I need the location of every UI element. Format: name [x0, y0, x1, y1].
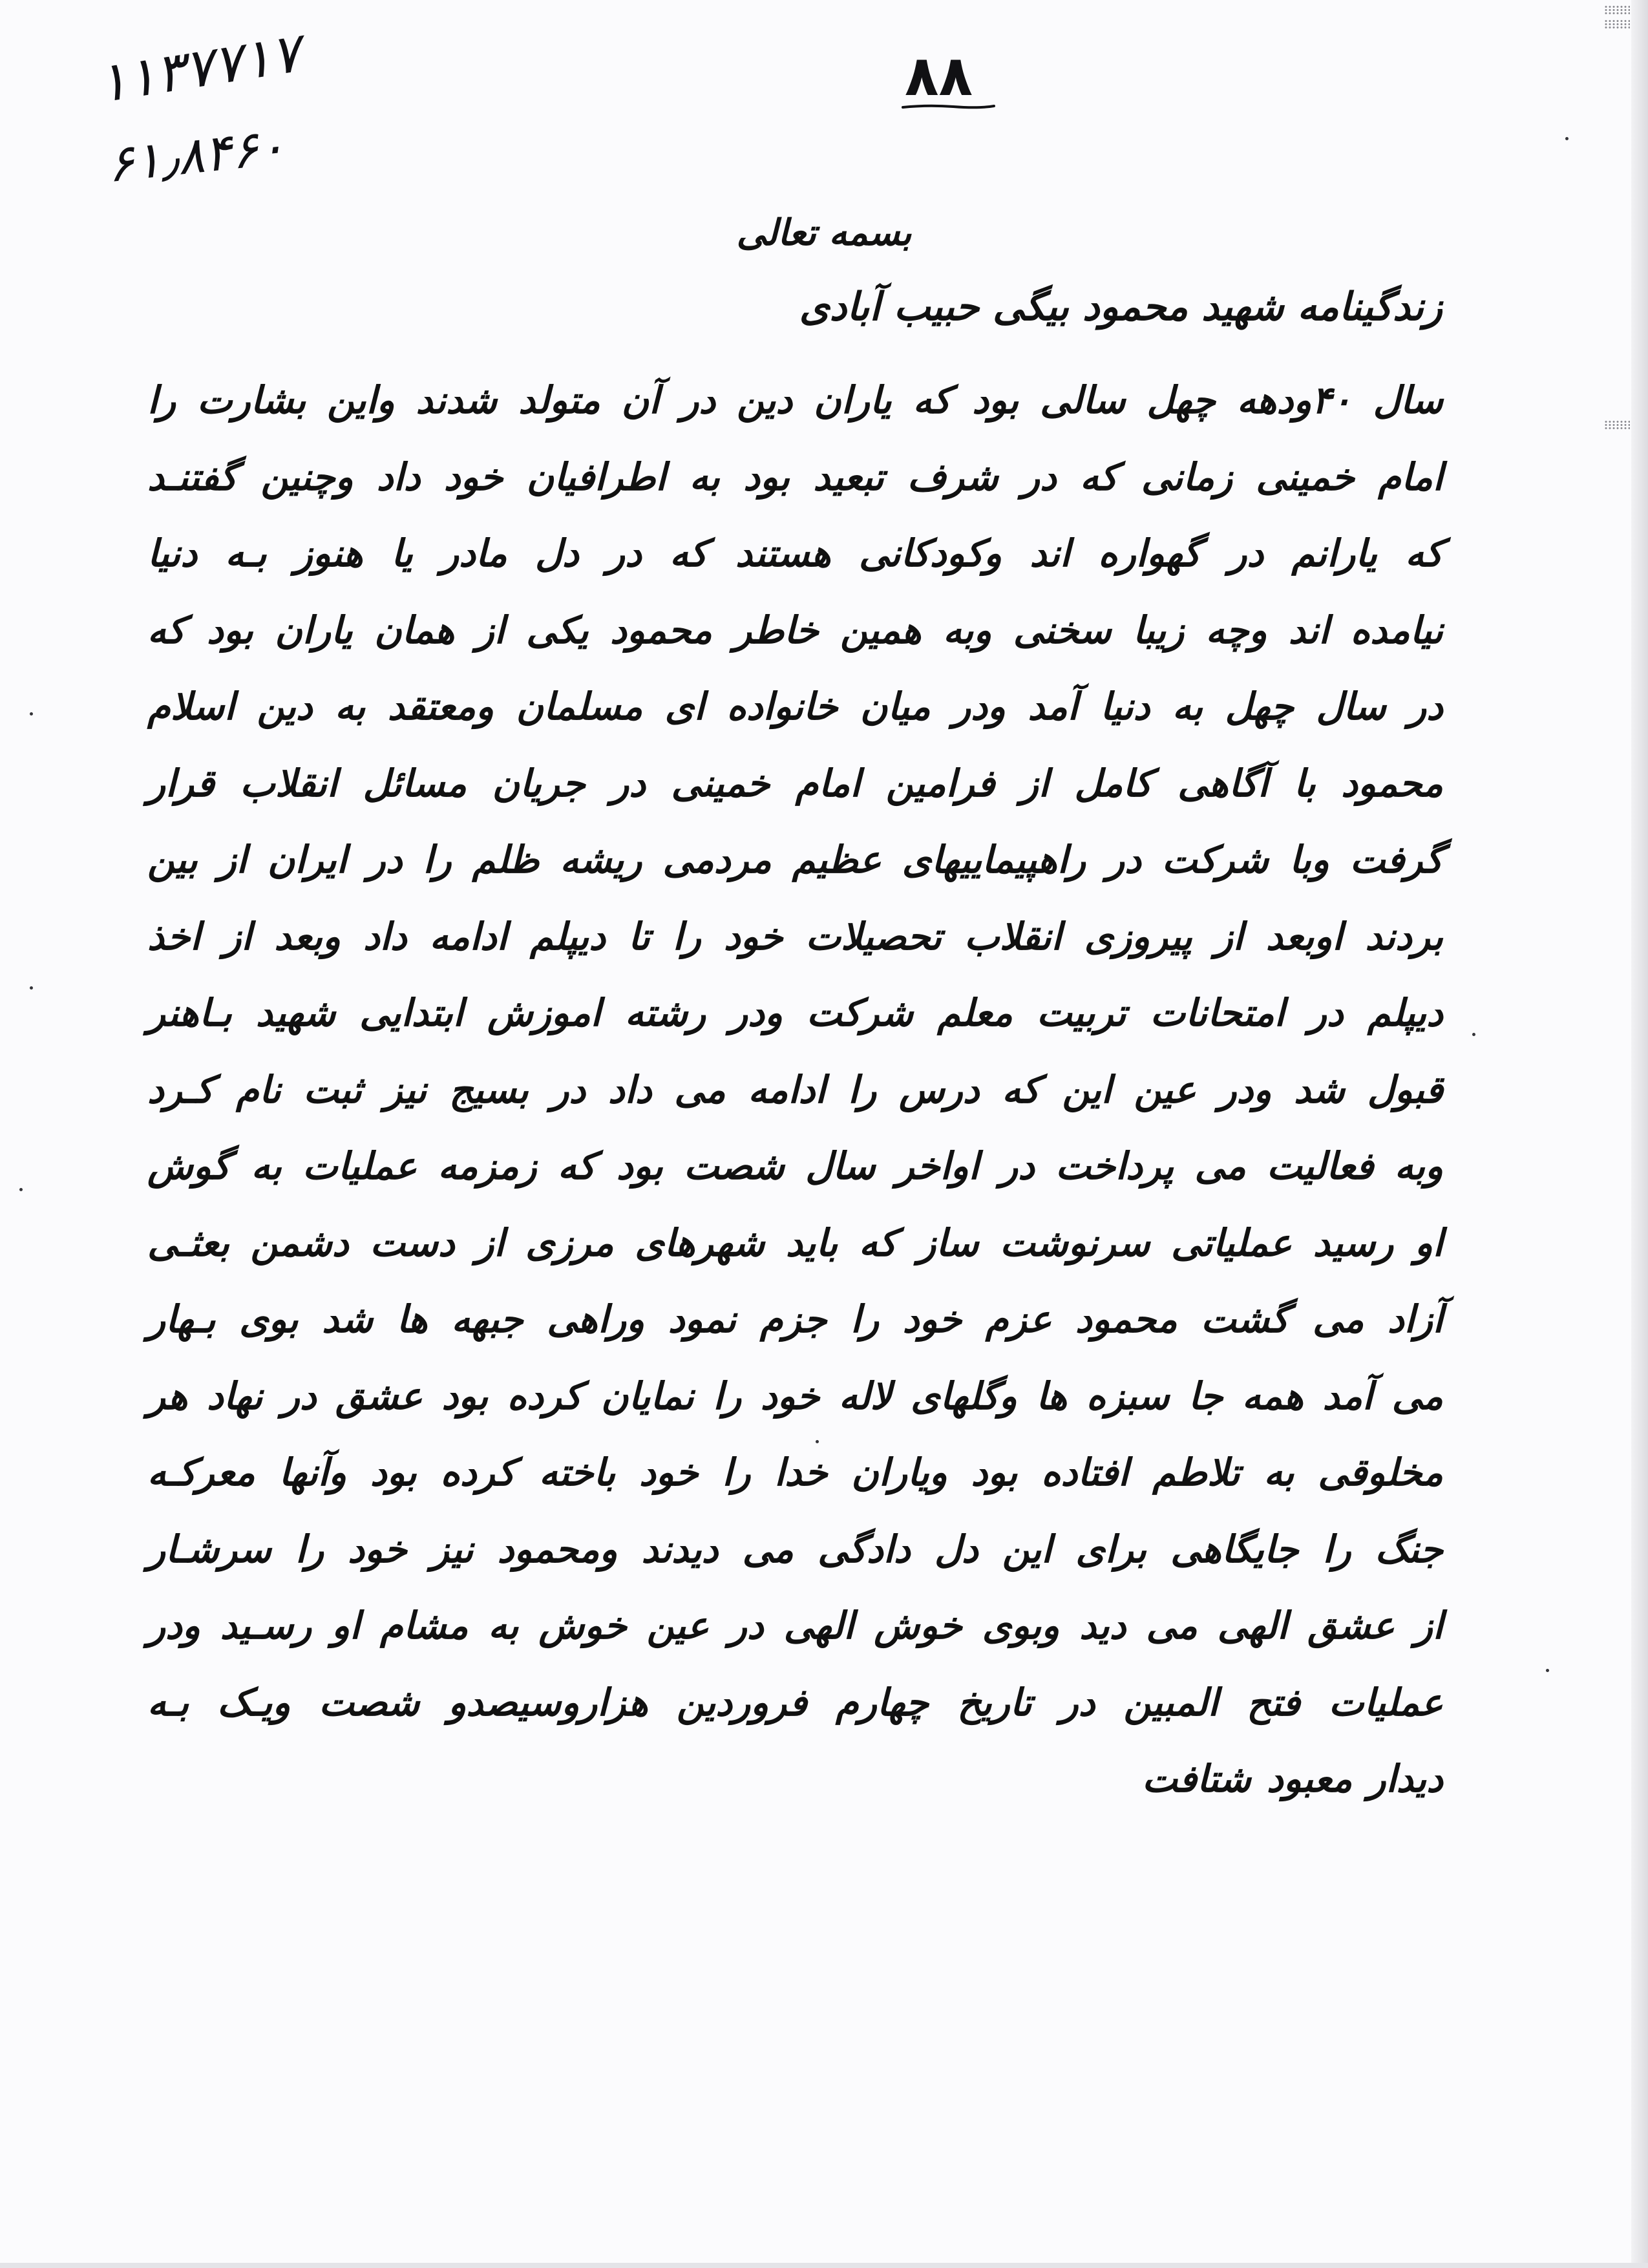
scan-artifact — [1604, 19, 1630, 28]
handwritten-file-number: ۱۱۳۷۷۱۷ — [93, 20, 305, 116]
body-line: سال ۴۰ودهه چهل سالی بود که یاران دین در آن متولد شدند واین بشارت را — [147, 378, 1444, 422]
scan-artifact — [1604, 420, 1630, 429]
body-line: که یارانم در گهواره اند وکودکانی هستند که در دل مادر یا هنوز بـه دنیا — [147, 531, 1443, 575]
body-line: جنگ را جایگاهی برای این دل دادگی می دیدند ومحمود نیز خود را سرشـار — [147, 1527, 1443, 1571]
body-line: امام خمینی زمانی که در شرف تبعید بود به اطرافیان خود داد وچنین گفتنـد — [147, 454, 1443, 499]
scan-speck — [1546, 1669, 1549, 1672]
body-line: قبول شد ودر عین این که درس را ادامه می داد در بسیج نیز ثبت نام کـرد — [147, 1067, 1443, 1112]
body-line: می آمد همه جا سبزه ها وگلهای لاله خود را نمایان کرده بود عشق در نهاد هر — [147, 1373, 1443, 1418]
scan-bottom-edge — [0, 2263, 1648, 2268]
scan-speck — [30, 712, 33, 715]
body-line: مخلوقی به تلاطم افتاده بود ویاران خدا را خود باخته کرده بود وآنها معرکـه — [147, 1450, 1443, 1494]
scan-speck — [1472, 1033, 1475, 1036]
body-line: از عشق الهی می دید وبوی خوش الهی در عین خوش به مشام او رسـید ودر — [147, 1604, 1443, 1648]
body-line: دیپلم در امتحانات تربیت معلم شرکت ودر رشته اموزش ابتدایی شهید بـاهنر — [147, 991, 1443, 1035]
document-title: زندگینامه شهید محمود بیگی حبیب آبادی — [799, 284, 1442, 330]
body-line: گرفت وبا شرکت در راهپیماییهای عظیم مردمی ریشه ظلم را در ایران از بین — [147, 838, 1443, 882]
salutation-heading: بسمه تعالی — [736, 212, 912, 254]
body-line: آزاد می گشت محمود عزم خود را جزم نمود وراهی جبهه ها شد بوی بـهار — [147, 1297, 1443, 1341]
body-line: وبه فعالیت می پرداخت در اواخر سال شصت بود که زمزمه عملیات به گوش — [147, 1144, 1443, 1188]
page-number-underline — [902, 103, 995, 110]
body-line: او رسید عملیاتی سرنوشت ساز که باید شهرهای مرزی از دست دشمن بعثـی — [147, 1220, 1443, 1265]
scan-speck — [816, 1440, 819, 1443]
handwritten-page-number: ۸۸ — [905, 44, 973, 109]
scan-speck — [19, 1188, 23, 1191]
scan-page-edge — [1631, 0, 1648, 2268]
body-line: نیامده اند وچه زیبا سخنی وبه همین خاطر محمود یکی از همان یاران بود که — [147, 608, 1443, 652]
body-line: بردند اوبعد از پیروزی انقلاب تحصیلات خود را تا دیپلم ادامه داد وبعد از اخذ — [147, 914, 1443, 959]
handwritten-record-number: ۶۱٫۸۴۶۰ — [104, 117, 288, 195]
biography-body — [147, 362, 1443, 1818]
scan-speck — [1565, 137, 1569, 140]
scan-artifact — [1604, 5, 1630, 14]
body-line: در سال چهل به دنیا آمد ودر میان خانواده ای مسلمان ومعتقد به دین اسلام — [147, 684, 1443, 728]
body-line: دیدار معبود شتافت — [1142, 1757, 1443, 1801]
body-line: محمود با آگاهی کامل از فرامین امام خمینی در جریان مسائل انقلاب قرار — [147, 761, 1443, 805]
body-line: عملیات فتح المبین در تاریخ چهارم فروردین هزاروسیصدو شصت ویـک بـه — [147, 1680, 1443, 1724]
scan-speck — [30, 986, 33, 990]
